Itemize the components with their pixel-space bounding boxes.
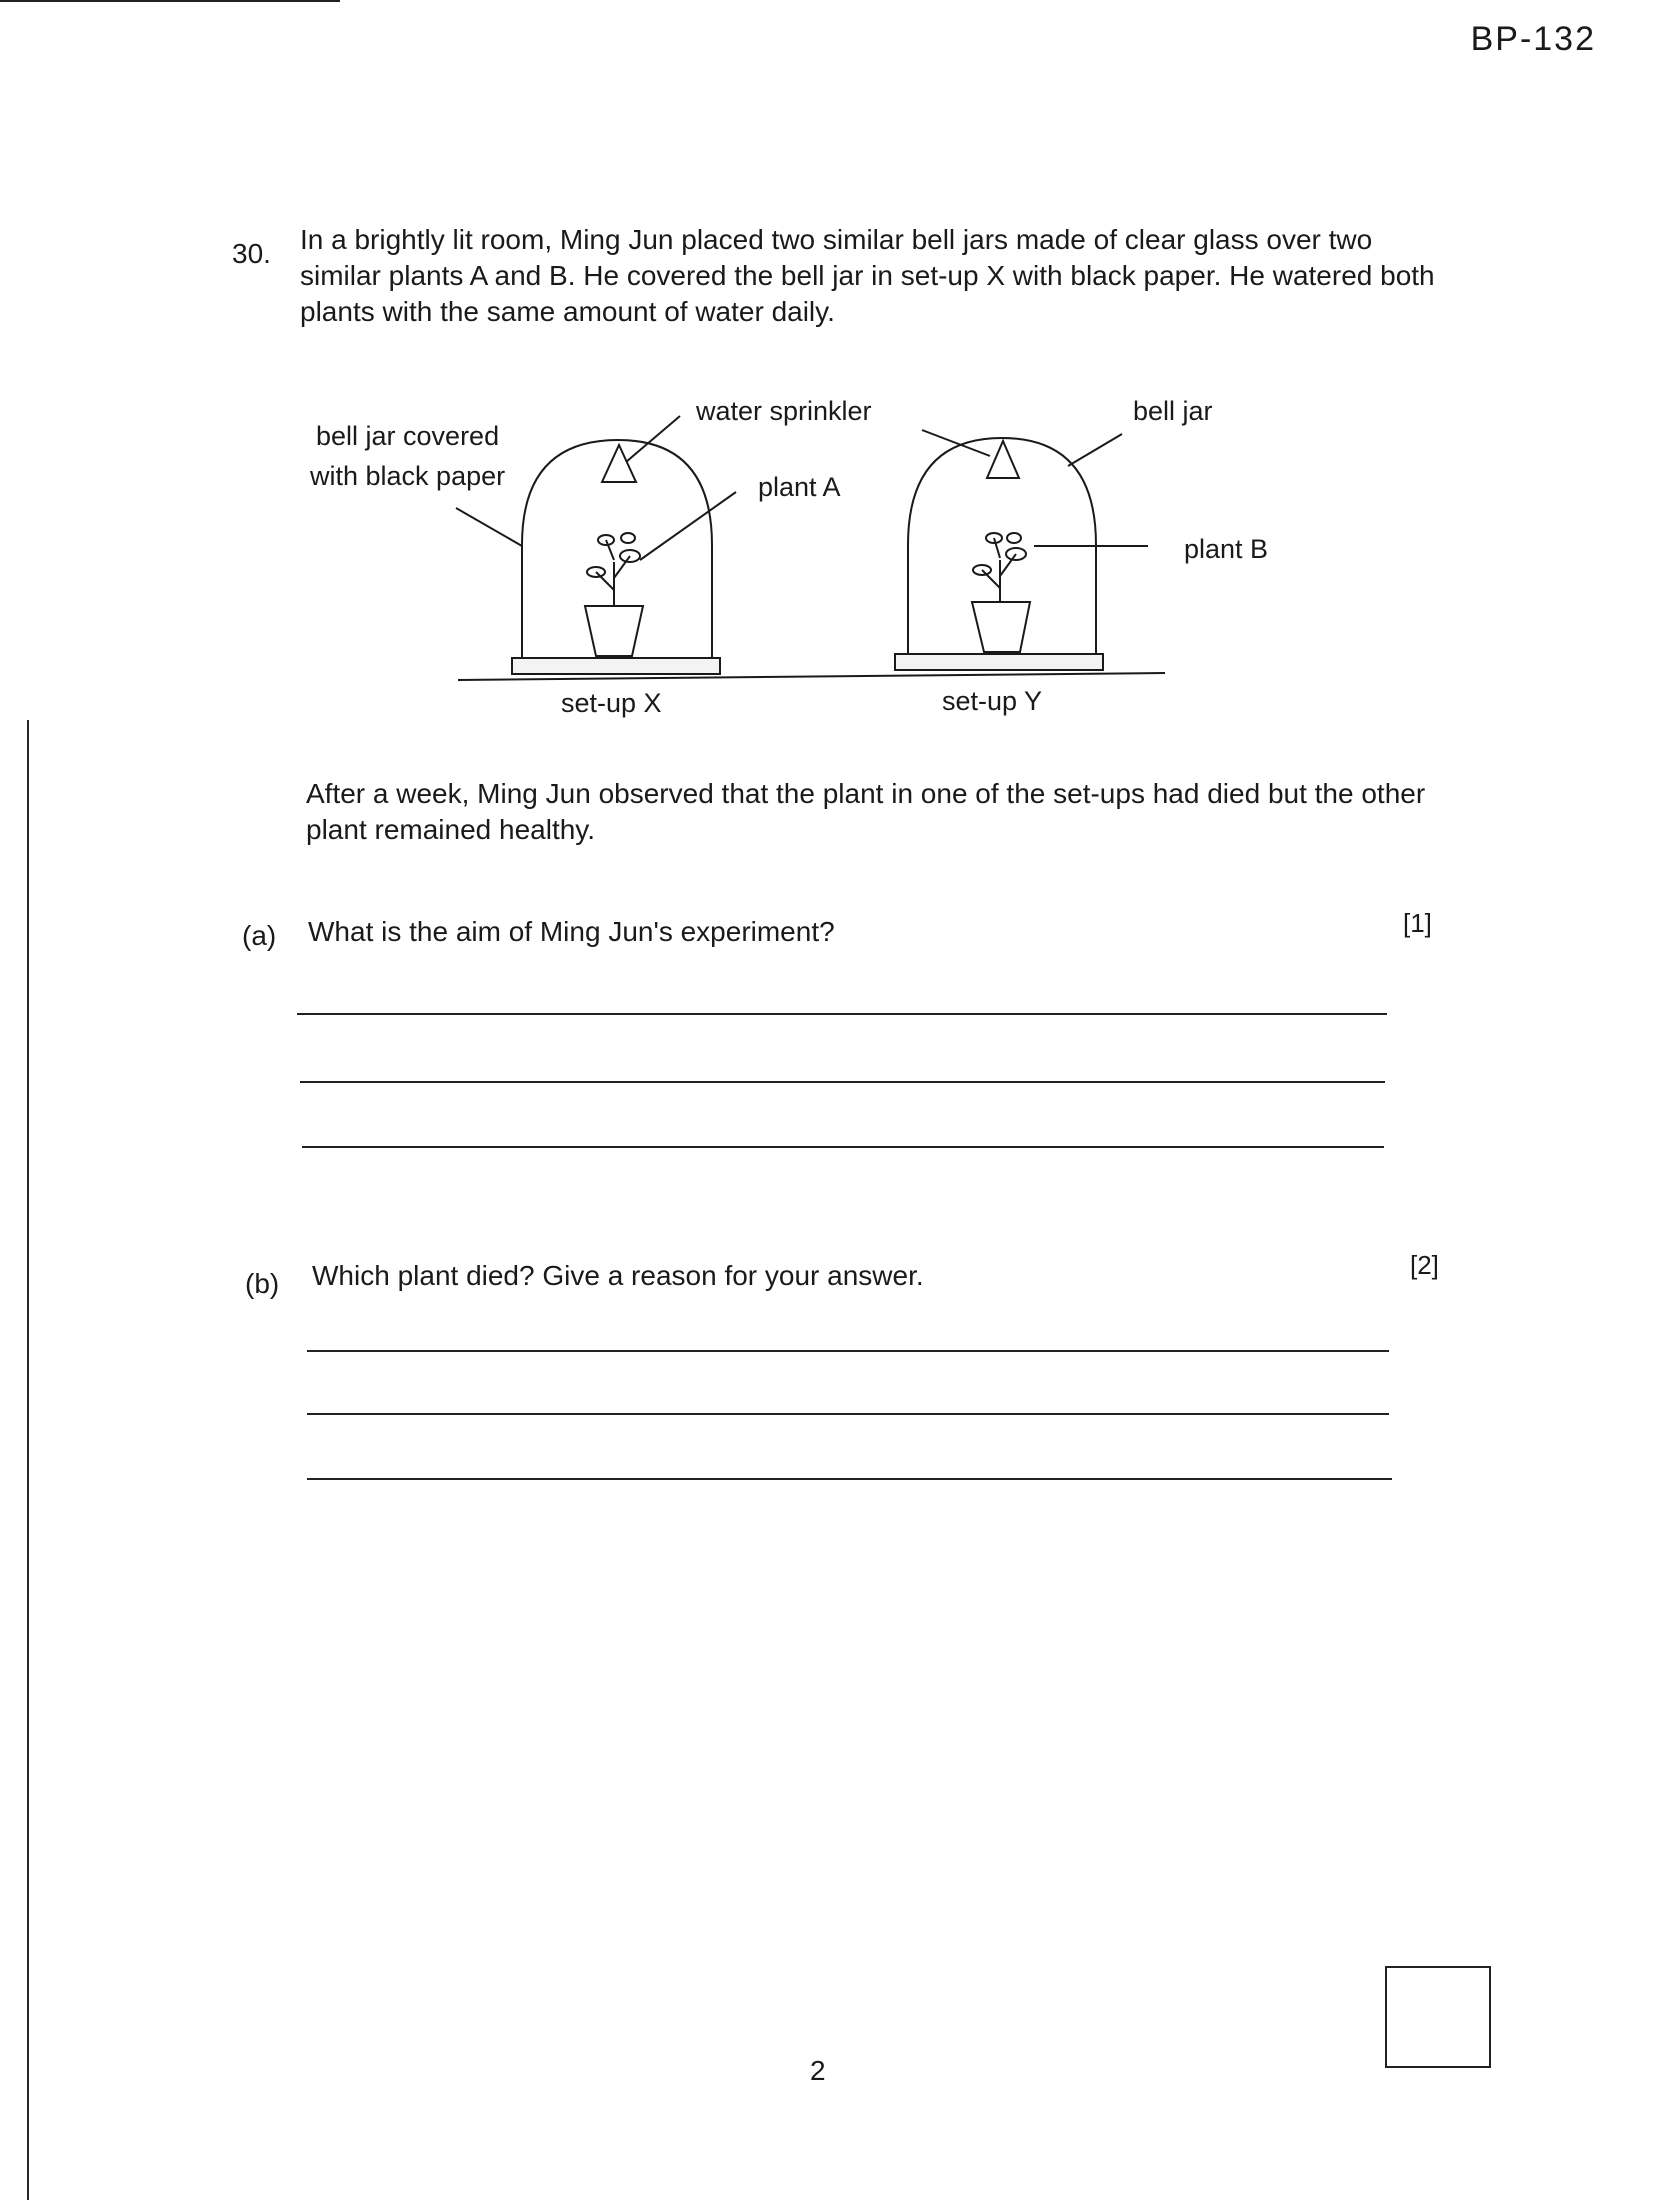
setup-x-sprinkler <box>602 445 636 482</box>
answer-line[interactable] <box>302 1146 1384 1148</box>
setup-x-base <box>512 658 720 674</box>
leader-bell-jar <box>1068 434 1122 466</box>
label-water-sprinkler: water sprinkler <box>696 396 872 426</box>
leader-bell-jar-covered <box>456 508 522 546</box>
part-a-label: (a) <box>242 920 277 951</box>
label-setup-x: set-up X <box>561 688 662 718</box>
answer-line[interactable] <box>307 1413 1389 1415</box>
part-a-marks: [1] <box>1403 908 1432 938</box>
experiment-diagram <box>0 0 1654 760</box>
answer-line[interactable] <box>300 1081 1385 1083</box>
setup-x-leaf <box>621 533 635 543</box>
setup-x-figure <box>456 416 736 674</box>
part-b-label: (b) <box>245 1268 280 1299</box>
paper-code: BP-132 <box>1470 20 1596 58</box>
answer-line[interactable] <box>297 1013 1387 1015</box>
label-bell-jar: bell jar <box>1133 396 1213 426</box>
setup-y-pot <box>972 602 1030 652</box>
part-b-question: Which plant died? Give a reason for your answer. <box>312 1260 924 1291</box>
question-intro: In a brightly lit room, Ming Jun placed two similar bell jars made of clear glass over two similar plants A and B. He covered the bell jar in set-up X with black paper. He watered both plants with the same amount of water daily. <box>300 224 1435 327</box>
label-setup-y: set-up Y <box>942 686 1043 716</box>
observation-text: After a week, Ming Jun observed that the plant in one of the set-ups had died but the other plant remained healthy. <box>306 778 1426 845</box>
label-plant-b: plant B <box>1184 534 1269 564</box>
left-margin-rule <box>27 720 29 2200</box>
answer-line[interactable] <box>307 1478 1392 1480</box>
label-plant-a: plant A <box>758 472 841 502</box>
setup-y-figure <box>895 430 1148 670</box>
setup-y-sprinkler <box>987 441 1019 478</box>
question-number: 30. <box>232 238 271 269</box>
part-a-question: What is the aim of Ming Jun's experiment? <box>308 916 835 947</box>
setup-x-pot <box>585 606 643 656</box>
leader-plant-a <box>640 492 736 560</box>
label-bell-jar-covered-line1: bell jar covered <box>316 421 500 451</box>
part-b-marks: [2] <box>1410 1250 1439 1280</box>
answer-line[interactable] <box>307 1350 1389 1352</box>
label-bell-jar-covered-line2: with black paper <box>310 461 506 491</box>
setup-y-base <box>895 654 1103 670</box>
page-number: 2 <box>810 2055 826 2086</box>
score-box[interactable] <box>1385 1966 1491 2068</box>
leader-water-sprinkler <box>626 416 680 462</box>
setup-y-leaf <box>1007 533 1021 543</box>
setup-y-stem <box>982 538 1016 602</box>
leader-water-sprinkler-y <box>922 430 990 456</box>
